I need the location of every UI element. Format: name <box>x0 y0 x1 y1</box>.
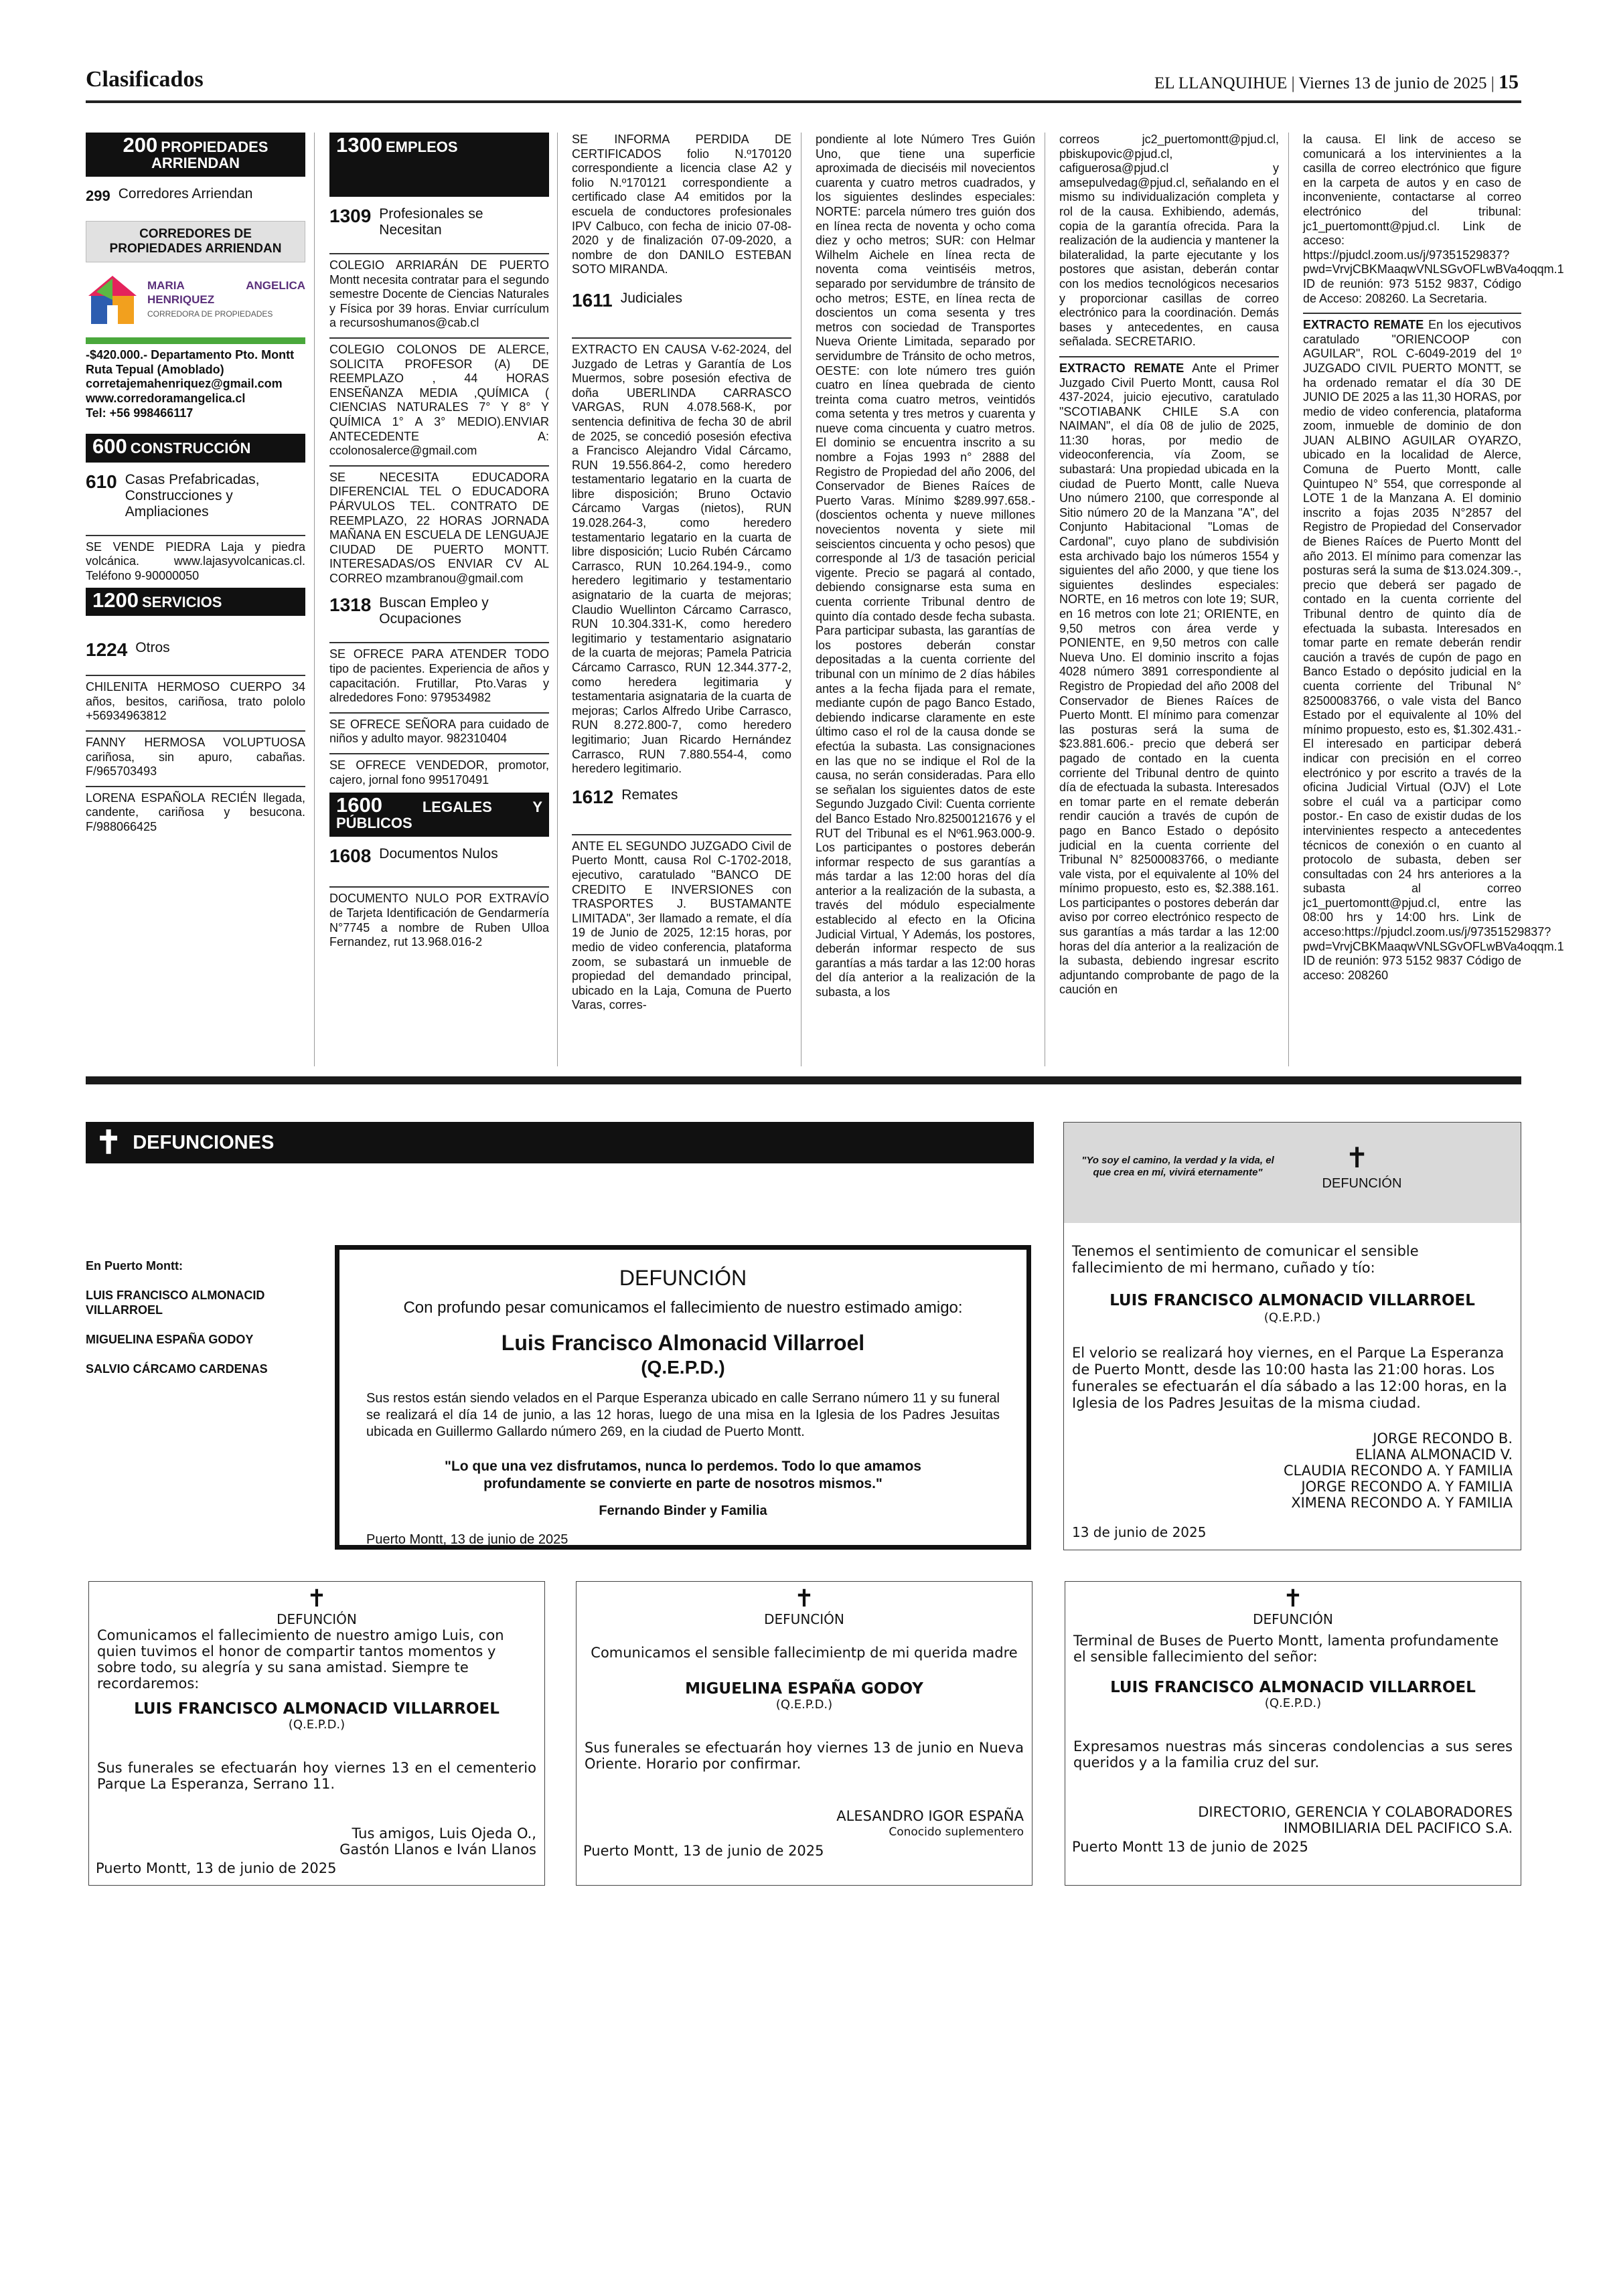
category-1224: 1224 Otros <box>86 639 170 661</box>
column-5 <box>1059 133 1279 1066</box>
obituary-box-2: ✝ DEFUNCIÓN Comunicamos el sensible fallecimientp de mi querida madre MIGUELINA ESPAÑA GODOY (Q.E.P.D.) Sus funerales se efectuarán hoy viernes 13 de junio en Nueva Oriente. Horario por confirmar. ALESANDRO IGOR ESPAÑA Conocido suplementero Puerto Montt, 13 de junio de 2025 <box>576 1581 1032 1886</box>
section-divider <box>86 1076 1521 1084</box>
category-1200: 1200 SERVICIOS <box>86 588 305 617</box>
page-number: 15 <box>1499 71 1519 93</box>
ad-email[interactable]: corretajemahenriquez@gmail.com <box>86 377 283 391</box>
category-1309: 1309 Profesionales se Necesitan <box>329 206 483 238</box>
category-1611: 1611 Judiciales <box>572 289 682 311</box>
sky-banner: "Yo soy el camino, la verdad y la vida, el que crea en mí, vivirá eternamente" ✝ DEFUNCIÓN <box>1064 1123 1521 1223</box>
ad-tel: Tel: +56 998466117 <box>86 406 194 420</box>
ad-extracto-posesion: EXTRACTO EN CAUSA V-62-2024, del Juzgado de Letras y Garantía de Los Muermos, sobre posesión efectiva de doña UBERLINDA CARRASCO VARGAS, RUN 4.078.568-K, por sentencia definitiva de fecha 30 de abril de 2025, se concedió posesión efectiva a Francisco Alejandro Vidal Cárcamo, RUN 19.556.864-2, como heredero testamentario legatario en la cuarta de libre disposición; Bruno Octavio Cárcamo Vargas (nietos), RUN 19.028.264-3, como heredero testamentario legatario en la cuarta de libre disposición; Lucio Rubén Cárcamo Carrasco, RUN 10.264.194-9., como heredero legitimario y testamentario asignatario de la cuarta de mejoras; Claudio Wuellinton Cárcamo Carrasco, RUN 10.304.331-K, como heredero legitimario y testamentario asignatario de la cuarta de mejoras; Pamela Patricia Cárcamo Carrasco, RUN 12.344.377-2, como heredera legitimaria y testamentaria asignataria de la cuarta de mejoras; Carlos Alfredo Uribe Carrasco, RUN 8.272.800-7, como heredero legitimario; Juan Ricardo Hernández Carrasco, RUN 7.880.554-4, como heredero legitimario. <box>572 337 791 776</box>
ad-senora: SE OFRECE SEÑORA para cuidado de niños y adulto mayor. 982310404 <box>329 712 549 746</box>
category-200: 200 PROPIEDADES ARRIENDAN <box>86 133 305 177</box>
ad-remate-segundo-juzgado: ANTE EL SEGUNDO JUZGADO Civil de Puerto Montt, causa Rol C-1702-2018, ejecutivo, caratulado "BANCO DE CREDITO E INVERSIONES con TRASPORTES J. BUSTAMANTE LIMITADA", 3er llamado a remate, el día 19 de Junio de 2025, 12:15 horas, por medio de video conferencia, plataforma zoom, se subastará un inmueble de propiedad del demandado principal, ubicado en la Laja, Comuna de Puerto Varas, corres- <box>572 834 791 1013</box>
column-2 <box>329 133 549 1066</box>
obituary-box-3: ✝ DEFUNCIÓN Terminal de Buses de Puerto Montt, lamenta profundamente el sensible fallecimiento del señor: LUIS FRANCISCO ALMONACID VILLARROEL (Q.E.P.D.) Expresamos nuestras más sinceras condolencias a sus seres queridos y a la familia cruz del sur. DIRECTORIO, GERENCIA Y COLABORADORES INMOBILIARIA DEL PACIFICO S.A. Puerto Montt 13 de junio de 2025 <box>1065 1581 1521 1886</box>
category-299: 299 Corredores Arriendan <box>86 186 253 205</box>
cross-icon: ✝ <box>95 1124 123 1161</box>
ad-extracto-remate-2: EXTRACTO REMATE En los ejecutivos caratulado "ORIENCOOP con AGUILAR", ROL C-6049-2019 del 1º JUZGADO CIVIL PUERTO MONTT, se ha ordenado rematar el día 30 DE JUNIO DE 2025 a las 11,30 HORAS, por medio de video conferencia, plataforma zoom, inmueble de dominio de don JUAN ALBINO AGUILAR OYARZO, ubicado en la localidad de Alerce, Comuna de Puerto Montt, calle Quintupeo N° 554, que corresponde al LOTE 1 de la Manzana A. El dominio inscrito a fojas 2035 N°2857 del Registro de Propiedad del Conservador de Bienes Raíces de Puerto Montt del año 2013. El mínimo para comenzar las posturas será la suma de $13.024.309.-, precio que deberá ser pagado de contado en la cuenta corriente del Tribunal dentro de quinto día de efectuada la subasta. Interesados en tomar parte en remate deberán rendir caución a través de cupón de pago en Banco Estado o depósito judicial en la cuenta corriente del Tribunal N° 82500083766, o vale vista del Banco Estado por el equivalente al 10% del mínimo propuesto, esto es, $1.302.431.- El interesado en participar deberá indicar con precisión en el correo electrónico y por escrito a través de la oficina Judicial Virtual (OJV) el Lote sobre el cuál va a participar como postor.- En caso de existir dudas de los intervinientes respecto a antecedentes técnicos de conexión o en cuanto al protocolo de subasta, deben ser consultadas con 24 hrs anteriores a la subasta al correo jc1_puertomontt@pjud.cl, entre las 08:00 hrs y 14:00 hrs. Link de acceso:https://pjudcl.zoom.us/j/97351529837?pwd=VrvjCBKMaaqwVNLSGvOFLwBVa4oqqm.1 ID de reunión: 973 5152 9837 Código de acceso: 208260 <box>1303 313 1521 983</box>
house-logo-icon <box>86 273 139 327</box>
green-divider <box>86 337 305 344</box>
category-1608: 1608 Documentos Nulos <box>329 845 498 867</box>
section-title: Clasificados <box>86 67 204 92</box>
ad-lorena: LORENA ESPAÑOLA RECIÉN llegada, candente, cariñosa y besucona. F/988066425 <box>86 786 305 835</box>
category-1600: 1600 LEGALES Y PÚBLICOS <box>329 793 549 837</box>
ad-fanny: FANNY HERMOSA VOLUPTUOSA cariñosa, sin apuro, cabañas. F/965703493 <box>86 730 305 779</box>
column-divider <box>1288 133 1289 1066</box>
obituary-main: DEFUNCIÓN Con profundo pesar comunicamos el fallecimiento de nuestro estimado amigo: Luis Francisco Almonacid Villarroel (Q.E.P.D.) Sus restos están siendo velados en el Parque Esperanza ubicado en calle Serrano número 11 y su funeral se realizará el día 14 de junio, a las 12 horas, luego de una misa en la Iglesia de los Padres Jesuitas ubicada en Guillermo Gallardo número 269, en la ciudad de Puerto Montt. "Lo que una vez disfrutamos, nunca lo perdemos. Todo lo que amamos profundamente se convierte en parte de nosotros mismos." Fernando Binder y Familia Puerto Montt, 13 de junio de 2025 <box>335 1245 1031 1550</box>
ad-extracto-remate-1: EXTRACTO REMATE Ante el Primer Juzgado Civil Puerto Montt, causa Rol 437-2024, juicio ejecutivo, caratulado "SCOTIABANK CHILE S.A con NAIMAN", el día 08 de julio de 2025, 11:30 horas, por medio de videoconferencia, vía Zoom, se subastará: Una propiedad ubicada en la ciudad de Puerto Montt, calle Nueva Uno número 2100, que corresponde al Sitio número 20 de la Manzana "A", del Conjunto Habitacional "Lomas de Cardonal", cuyo plano de subdivisión esta archivado bajo los números 1554 y siguientes del año 2000, y que tiene los siguientes deslindes especiales: NORTE, en 16 metros con lote 19; SUR, en 16 metros con lote 21; ORIENTE, en 9,50 metros con área verde y PONIENTE, en 9,50 metros con calle Nueva Uno. El dominio inscrito a fojas 4028 número 3891 correspondiente al Registro de Propiedad del año 2008 del Conservador de Bienes Raíces de Puerto Montt. El mínimo para comenzar las posturas será la suma de $23.881.606.- precio que deberá ser pagado de contado en la cuenta corriente del Tribunal dentro de quinto día de efectuada la subasta. Interesados en tomar parte en el remate deberán rendir caución a través de cupón de pago en Banco Estado o depósito judicial en la cuenta corriente del Tribunal N° 82500083766, o mediante vale vista, por el equivalente al 10% del mínimo propuesto, esto es, $2.388.161. Los participantes o postores deberán dar aviso por correo electrónico respecto de sus garantías a más tardar a las 12:00 horas del día anterior a la realización de la subasta, debiendo ingresar escrito adjuntando comprobante de pago de la caución en <box>1059 356 1279 997</box>
issue-date: Viernes 13 de junio de 2025 <box>1298 74 1487 92</box>
cross-icon: ✝ <box>1282 1585 1304 1613</box>
ad-atender: SE OFRECE PARA ATENDER TODO tipo de pacientes. Experiencia de años y capacitación. Frutillar, Pto.Varas y alrededores Fono: 979534982 <box>329 642 549 705</box>
column-3 <box>572 133 791 1066</box>
realtor-logo <box>86 273 305 327</box>
column-6 <box>1303 133 1564 1066</box>
ad-departamento: -$420.000.- Departamento Pto. Montt Ruta Tepual (Amoblado) corretajemahenriquez@gmail.com www.corredoramangelica.cl Tel: +56 998466117 <box>86 348 305 420</box>
ad-alerce: COLEGIO COLONOS DE ALERCE, SOLICITA PROFESOR (A) DE REEMPLAZO , 44 HORAS ENSEÑANZA MEDIA ,QUÍMICA ( CIENCIAS NATURALES 7° Y 8° Y QUÍMICA 1° A 3° MEDIO).ENVIAR ANTECEDENTE A: ccolonosalerce@gmail.com <box>329 337 549 459</box>
remate-continuation: pondiente al lote Número Tres Guión Uno, que tiene una superficie aproximada de dieciséis mil novecientos cuarenta y cuatro metros cuadrados, y los siguientes deslindes especiales: NORTE: parcela número tres guión dos en línea recta de noventa y ocho coma diez y ocho metros; SUR: con Helmar Wilhelm Aichele en línea recta de noventa coma veintiséis metros, separado por servidumbre de tránsito de ocho metros; ESTE, en línea recta de doscientos un coma sesenta y tres metros con sociedad de Transportes Nueva Oriente Limitada, separado por servidumbre de Tránsito de ocho metros, OESTE: con lote número tres guión cuatro en línea quebrada de ciento treinta coma cuatro metros, veintidós coma setenta y tres metros y cuarenta y nueve coma cincuenta y cuatro metros. El dominio se encuentra inscrito a su nombre a Fojas 1993 n° 2888 del Registro de Propiedad del año 2006, del Conservador de Bienes Raíces de Puerto Varas. Mínimo $289.997.658.- (doscientos ochenta y nueve millones novecientos noventa y siete mil seiscientos cincuenta y ocho pesos) que corresponde al 1/3 de tasación pericial vigente. Precio se pagará al contado, debiendo consignarse esta suma en cuenta corriente Tribunal dentro de quinto día contado desde fecha subasta. Para participar subasta, las garantías de los postores deberán constar depositadas a la cuenta corriente del tribunal con un mínimo de 2 días hábiles antes a la fecha fijada para el remate, mediante cupón de pago Banco Estado, debiendo indicarse claramente en este último caso el rol de la causa donde se efectúa la subasta. Las consignaciones en las que no se indique el Rol de la causa, no serán consideradas. Para ello se señalan los siguientes datos de este Segundo Juzgado Civil: Cuenta corriente del Banco Estado Nro.82500121676 y el RUT del Tribunal es el Nº61.963.000-9. Los participantes o postores deberán informar respecto de sus garantías a más tardar a las 12:00 horas del día anterior a la realización de la subasta, a través del módulo especialmente establecido al efecto en la Oficina Judicial Virtual, Y Además, los postores, deberán informar respecto de sus garantías a más tardar a las 12:00 horas del día anterior a la realización de la subasta, a los <box>816 133 1035 999</box>
column-4 <box>816 133 1035 1066</box>
column-1 <box>86 133 305 1066</box>
column-divider <box>314 133 315 1066</box>
realtor-name: MARIA ANGELICA HENRIQUEZ <box>147 278 305 307</box>
ad-arriaran: COLEGIO ARRIARÁN DE PUERTO Montt necesita contratar para el segundo semestre Docente de Ciencias Naturales y Física por 39 horas. Enviar currículum a recursoshumanos@cab.cl <box>329 253 549 331</box>
masthead: EL LLANQUIHUE | Viernes 13 de junio de 2025 | 15 <box>1154 71 1519 93</box>
ad-perdida: SE INFORMA PERDIDA DE CERTIFICADOS folio N.º170120 correspondiente a licencia clase A2 y folio N.º170121 correspondiente a certificado clase A4 emitidos por la escuela de conductores profesionales IPV Calbuco, con fecha de inicio 07-08-2020 y de finalización 07-09-2020, a nombre de don DANILO ESTEBAN SOTO MIRANDA. <box>572 133 791 276</box>
ad-documento-nulo: DOCUMENTO NULO POR EXTRAVÍO de Tarjeta Identificación de Gendarmería N°7745 a nombre de Ruben Ulloa Fernandez, rut 13.968.016-2 <box>329 886 549 949</box>
ad-chilenita: CHILENITA HERMOSO CUERPO 34 años, besitos, cariñosa, trato pololo +56934963812 <box>86 675 305 724</box>
cross-icon: ✝ <box>1345 1141 1369 1174</box>
remate-correos: correos jc2_puertomontt@pjud.cl, pbiskupovic@pjud.cl, cafiguerosa@pjud.cl y amsepulvedag@pjud.cl, señalando en el mismo su individualización completa y rol de la causa. Exhibiendo, además, copia de la garantía ofrecida. Para la realización de la audiencia y mantener la bilateralidad, la parte ejecutante y los postores que asistan, deberán contar con los medios tecnológicos necesarios y proporcionar casillas de correo electrónico para la coordinación. Demás bases y antecedentes, en causa señalada. SECRETARIO. <box>1059 133 1279 349</box>
signers: JORGE RECONDO B. ELIANA ALMONACID V. CLAUDIA RECONDO A. Y FAMILIA JORGE RECONDO A. Y FAMILIA XIMENA RECONDO A. Y FAMILIA <box>1283 1430 1513 1511</box>
ad-educadora: SE NECESITA EDUCADORA DIFERENCIAL TEL O EDUCADORA PÁRVULOS TEL. CONTRATO DE REEMPLAZO, 22 HORAS JORNADA MAÑANA EN ESCUELA DE LENGUAJE CIUDAD DE PUERTO MONTT. INTERESADAS/OS ENVIAR CV AL CORREO mzambranou@gmail.com <box>329 465 549 586</box>
remate-link: la causa. El link de acceso se comunicará a los intervinientes a la casilla de correo electrónico que figure en la carpeta de autos y en caso de inconveniente, contactarse al correo electrónico del tribunal: jc1_puertomontt@pjud.cl. Link de acceso: https://pjudcl.zoom.us/j/97351529837?pwd=VrvjCBKMaaqwVNLSGvOFLwBVa4oqqm.1 ID de reunión: 973 5152 9837, Código de Acceso: 208260. La Secretaria. <box>1303 133 1564 305</box>
ad-web[interactable]: www.corredoramangelica.cl <box>86 391 246 405</box>
ad-piedra: SE VENDE PIEDRA Laja y piedra volcánica. www.lajasyvolcanicas.cl. Teléfono 9-90000050 <box>86 535 305 584</box>
header-rule <box>86 100 1521 103</box>
obituary-box-1: ✝ DEFUNCIÓN Comunicamos el fallecimiento de nuestro amigo Luis, con quien tuvimos el honor de compartir tantos momentos y sobre todo, su alegría y su sana amistad. Siempre te recordaremos: LUIS FRANCISCO ALMONACID VILLARROEL (Q.E.P.D.) Sus funerales se efectuarán hoy viernes 13 en el cementerio Parque La Esperanza, Serrano 11. Tus amigos, Luis Ojeda O., Gastón Llanos e Iván Llanos Puerto Montt, 13 de junio de 2025 <box>88 1581 545 1886</box>
realtor-sub: CORREDORA DE PROPIEDADES <box>147 309 273 319</box>
column-divider <box>557 133 558 1066</box>
category-610: 610 Casas Prefabricadas, Construcciones y Ampliaciones <box>86 471 260 519</box>
defunciones-bar: ✝ DEFUNCIONES <box>86 1122 1034 1163</box>
verse: "Yo soy el camino, la verdad y la vida, el que crea en mí, vivirá eternamente" <box>1081 1155 1274 1178</box>
category-1612: 1612 Remates <box>572 786 678 807</box>
cross-icon: ✝ <box>306 1585 327 1613</box>
category-1300: 1300 EMPLEOS <box>329 133 549 197</box>
newspaper-name: EL LLANQUIHUE <box>1154 74 1288 92</box>
cross-icon: ✝ <box>793 1585 815 1613</box>
obituary-right: "Yo soy el camino, la verdad y la vida, el que crea en mí, vivirá eternamente" ✝ DEFUNCIÓN Tenemos el sentimiento de comunicar el sensible fallecimiento de mi hermano, cuñado y tío: LUIS FRANCISCO ALMONACID VILLARROEL (Q.E.P.D.) El velorio se realizará hoy viernes, en el Parque La Esperanza de Puerto Montt, desde las 10:00 hasta las 21:00 horas. Los funerales se efectuarán el día sábado a las 12:00 horas, en la Iglesia de los Padres Jesuitas de la misma ciudad. JORGE RECONDO B. ELIANA ALMONACID V. CLAUDIA RECONDO A. Y FAMILIA JORGE RECONDO A. Y FAMILIA XIMENA RECONDO A. Y FAMILIA 13 de junio de 2025 <box>1063 1122 1521 1550</box>
corredores-box: CORREDORES DE PROPIEDADES ARRIENDAN <box>86 221 305 262</box>
category-1318: 1318 Buscan Empleo y Ocupaciones <box>329 594 489 627</box>
category-600: 600 CONSTRUCCIÓN <box>86 434 305 463</box>
deceased-index: En Puerto Montt: LUIS FRANCISCO ALMONACID VILLARROEL MIGUELINA ESPAÑA GODOY SALVIO CÁRCAMO CARDENAS <box>86 1259 268 1376</box>
ad-vendedor: SE OFRECE VENDEDOR, promotor, cajero, jornal fono 995170491 <box>329 753 549 787</box>
